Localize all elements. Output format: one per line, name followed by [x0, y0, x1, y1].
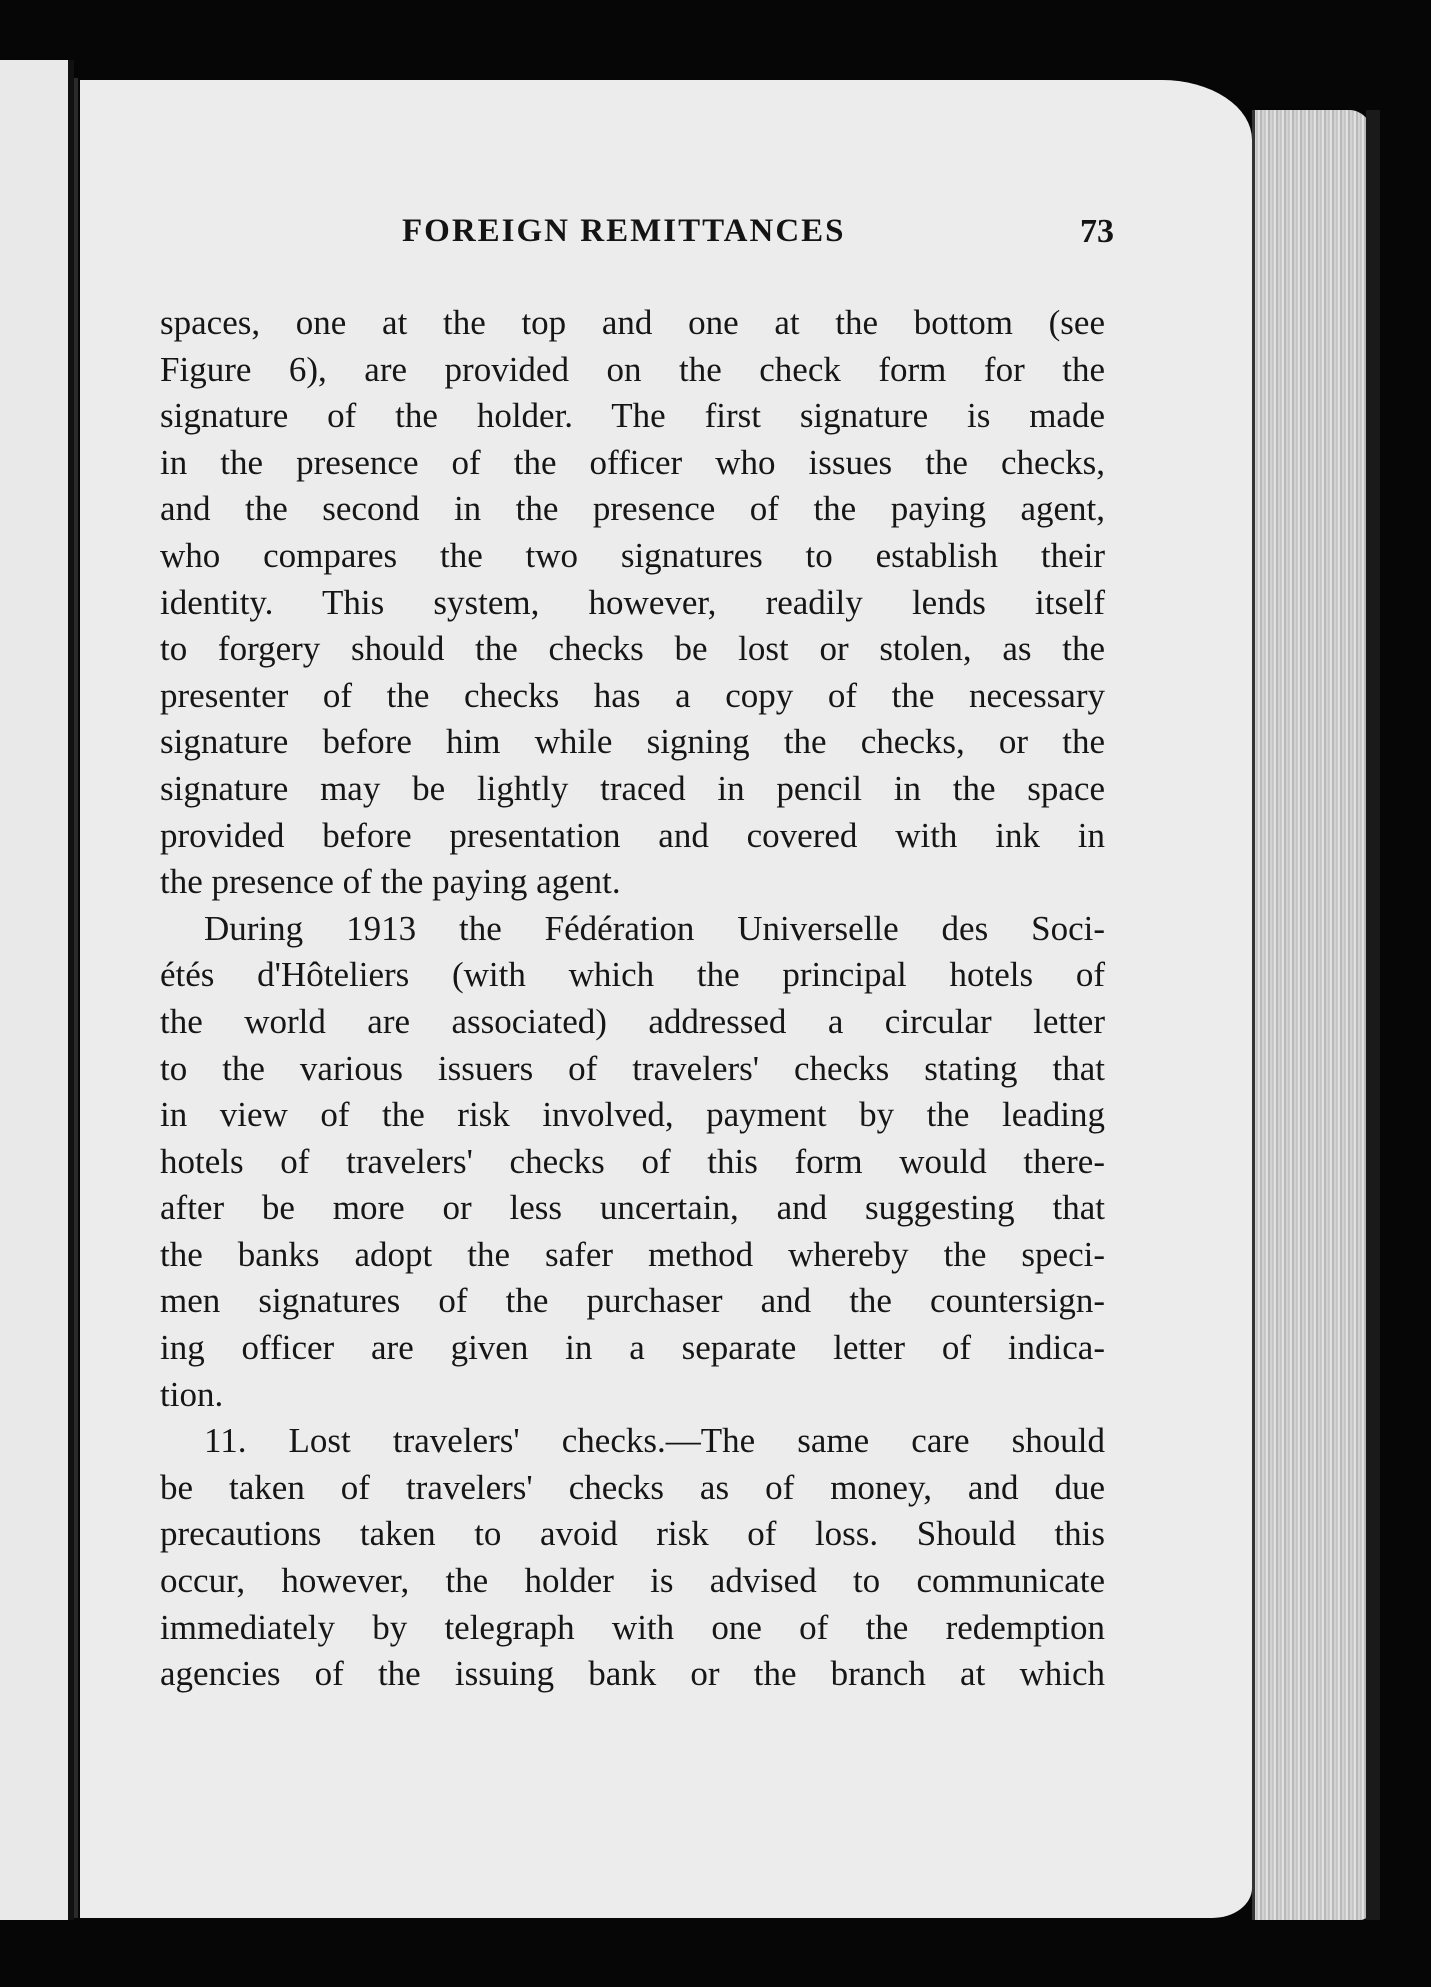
- text-line: provided before presentation and covered with ink in: [160, 815, 1105, 855]
- text-line: and the second in the presence of the paying agent,: [160, 489, 1105, 529]
- text-line: who compares the two signatures to establish their: [160, 535, 1105, 575]
- text-line: Figure 6), are provided on the check form for the: [160, 349, 1105, 389]
- text-line: immediately by telegraph with one of the redemption: [160, 1607, 1105, 1647]
- text-line: signature may be lightly traced in pencil in the space: [160, 768, 1105, 808]
- text-line: ing officer are given in a separate letter of indica-: [160, 1328, 1105, 1368]
- text-line: 11. Lost travelers' checks.—The same care should: [204, 1421, 1105, 1461]
- text-line: agencies of the issuing bank or the branch at which: [160, 1654, 1105, 1694]
- text-line: hotels of travelers' checks of this form would there-: [160, 1141, 1105, 1181]
- page-number: 73: [1080, 213, 1114, 250]
- text-line: be taken of travelers' checks as of money, and due: [160, 1467, 1105, 1507]
- running-head: [80, 213, 1252, 263]
- text-line: precautions taken to avoid risk of loss. Should this: [160, 1514, 1105, 1554]
- text-line: the banks adopt the safer method whereby the speci-: [160, 1234, 1105, 1274]
- page-block-edges: [1252, 110, 1380, 1920]
- facing-page-edge: [0, 60, 74, 1920]
- text-line: in the presence of the officer who issues the checks,: [160, 442, 1105, 482]
- text-line: the presence of the paying agent.: [160, 862, 621, 902]
- text-line: presenter of the checks has a copy of the necessary: [160, 675, 1105, 715]
- text-line: men signatures of the purchaser and the countersign-: [160, 1281, 1105, 1321]
- text-line: étés d'Hôteliers (with which the principal hotels of: [160, 955, 1105, 995]
- text-line: after be more or less uncertain, and suggesting that: [160, 1188, 1105, 1228]
- text-line: in view of the risk involved, payment by the leading: [160, 1095, 1105, 1135]
- text-line: the world are associated) addressed a circular letter: [160, 1001, 1105, 1041]
- running-head-title: FOREIGN REMITTANCES: [402, 213, 846, 249]
- gutter-shadow: [74, 78, 78, 1918]
- text-line: signature before him while signing the checks, or the: [160, 722, 1105, 762]
- text-line: signature of the holder. The first signature is made: [160, 396, 1105, 436]
- text-line: occur, however, the holder is advised to communicate: [160, 1561, 1105, 1601]
- text-line: to the various issuers of travelers' checks stating that: [160, 1048, 1105, 1088]
- text-line: identity. This system, however, readily lends itself: [160, 582, 1105, 622]
- text-line: spaces, one at the top and one at the bottom (see: [160, 303, 1105, 342]
- text-line: During 1913 the Fédération Universelle des Soci-: [204, 908, 1105, 948]
- text-line: tion.: [160, 1374, 224, 1414]
- text-line: to forgery should the checks be lost or stolen, as the: [160, 629, 1105, 669]
- body-text: [160, 300, 1105, 1698]
